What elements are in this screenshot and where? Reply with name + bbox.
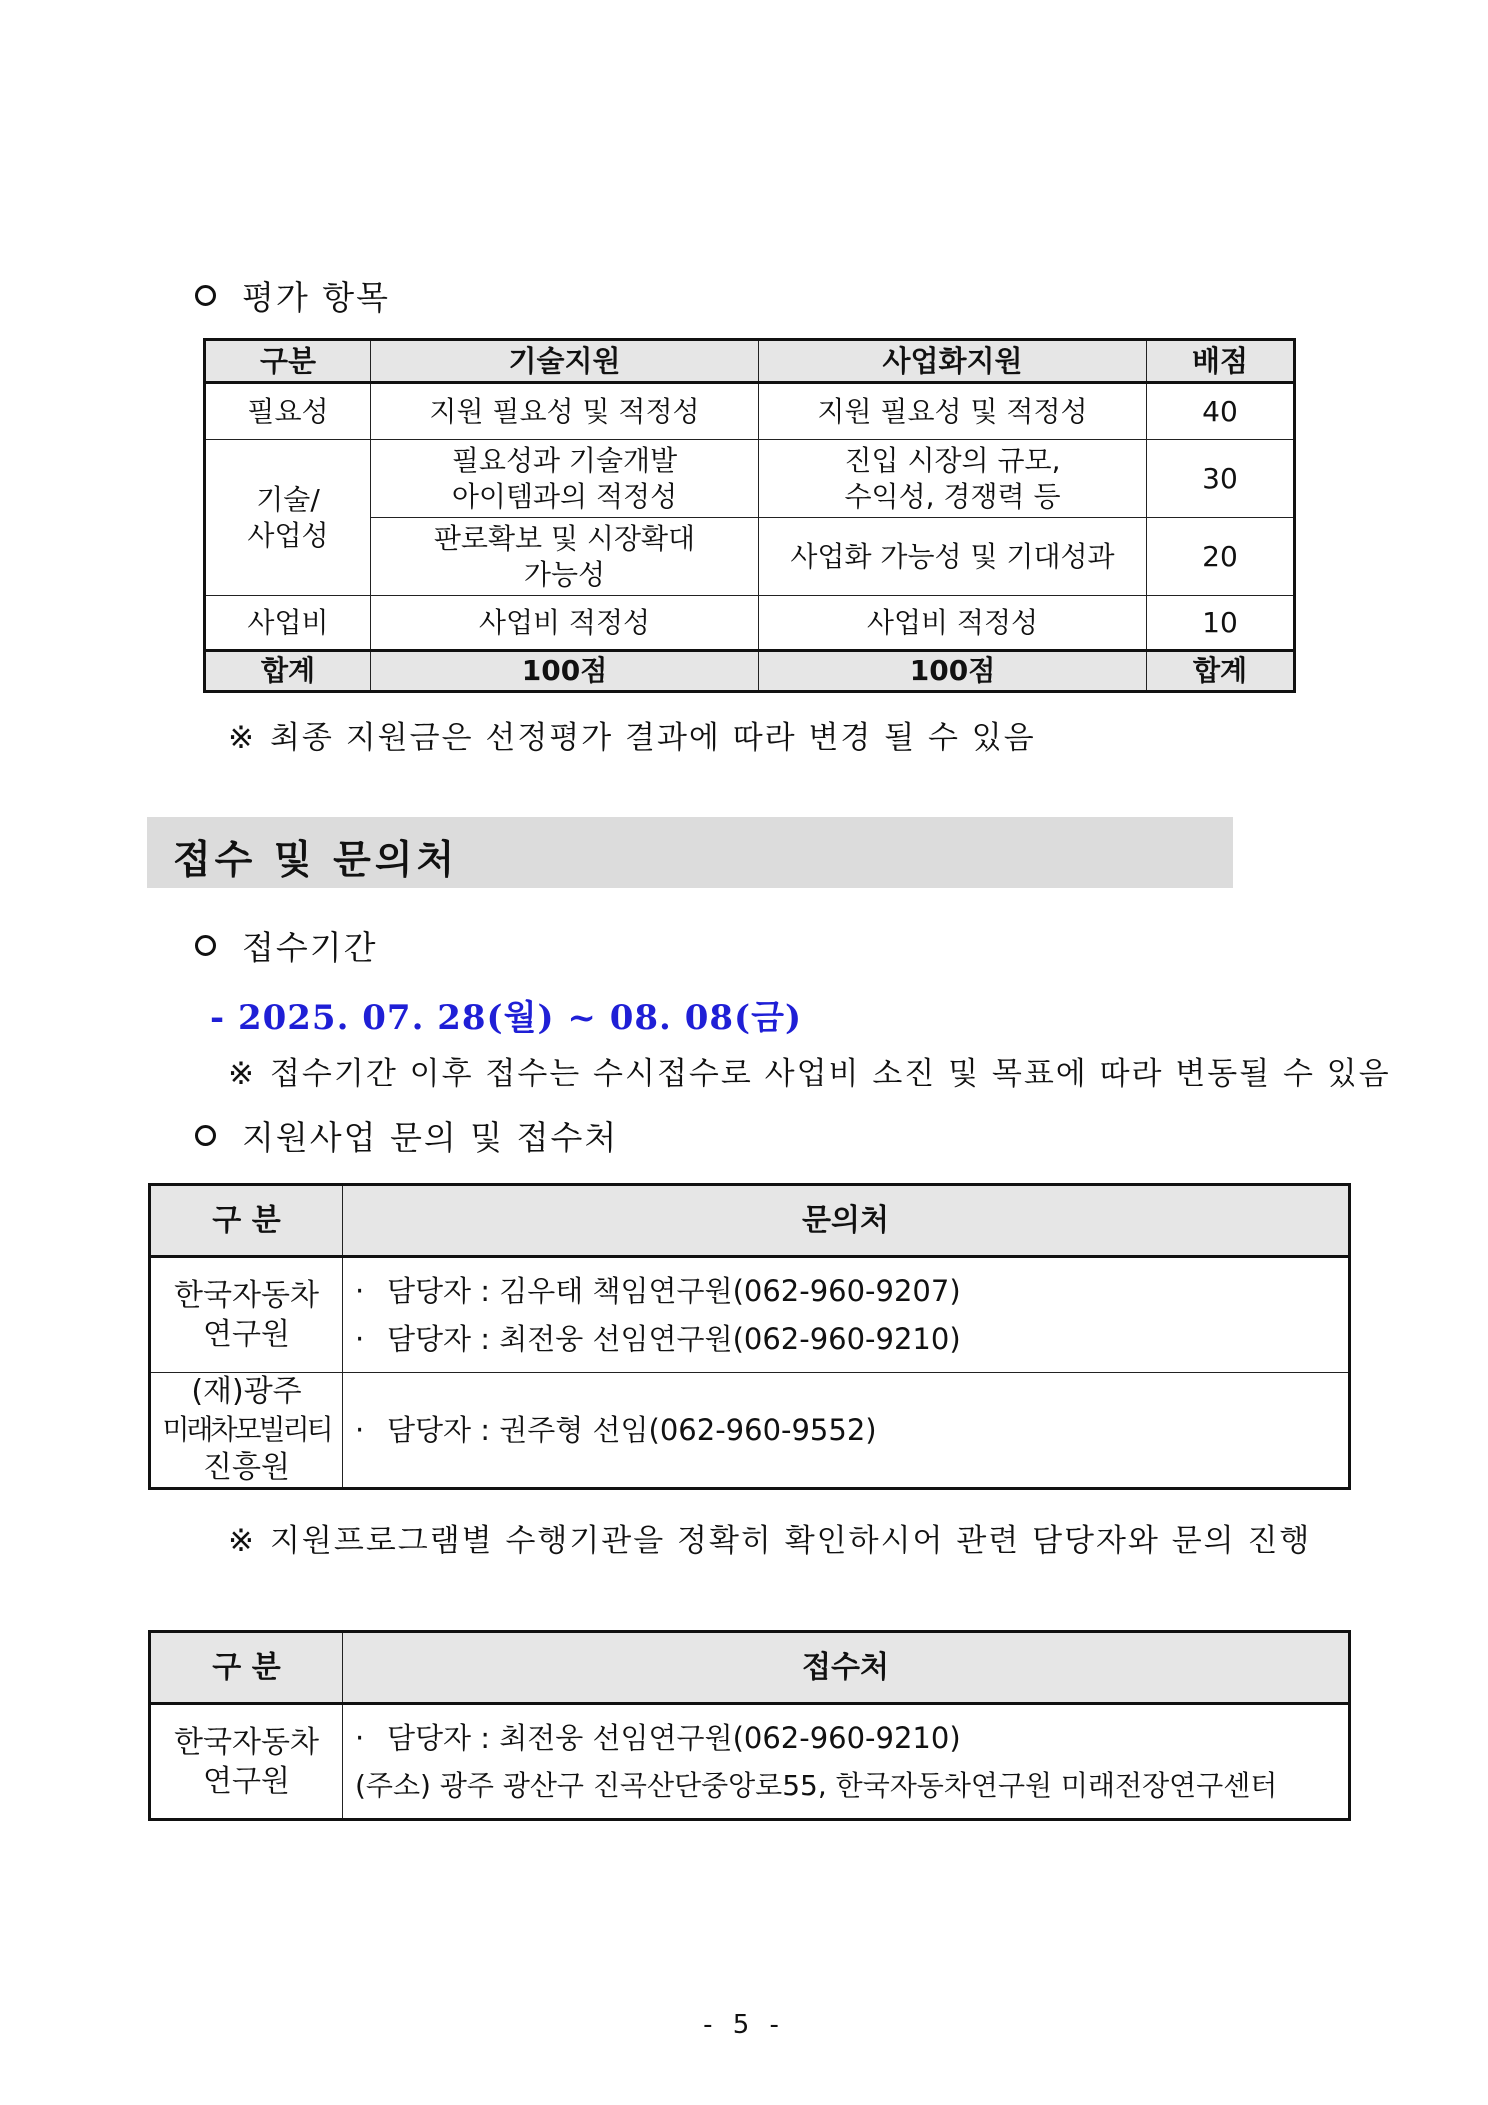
category-line: 기술/ [256,482,320,516]
total-row [205,651,1295,692]
receipt-table [148,1630,1351,1821]
org-name-line: 연구원 [203,1763,290,1799]
contact-note [228,1515,1311,1560]
reference-mark-icon: ※ [228,720,256,756]
org-name-line: 미래차모빌리티 [162,1413,331,1446]
contact-person-text: 담당자 : 김우태 책임연구원(062-960-9207) [387,1274,961,1308]
page-number: - 5 - [703,2010,785,2040]
section-header [147,817,1233,888]
dot-icon: · [355,1274,365,1308]
total-score: 합계 [1147,651,1295,692]
receipt-info-cell [343,1704,1350,1820]
table-row [150,1373,1350,1489]
cell-score: 30 [1147,440,1295,518]
cell-tech [371,518,759,596]
period-heading [195,922,378,969]
header-category: 구 분 [150,1632,343,1704]
tech-line: 아이템과의 적정성 [451,479,678,513]
dot-icon: · [355,1413,365,1447]
period-note [228,1048,1391,1093]
cell-biz: 지원 필요성 및 적정성 [759,383,1147,440]
table-row [205,440,1295,518]
contact-person-text: 담당자 : 최전웅 선임연구원(062-960-9210) [387,1322,961,1356]
circle-bullet-icon [195,935,216,956]
cell-biz: 사업화 가능성 및 기대성과 [759,518,1147,596]
cell-score: 40 [1147,383,1295,440]
circle-bullet-icon [195,1125,216,1146]
period-date: - 2025. 07. 28(월) ~ 08. 08(금) [210,998,803,1038]
period-heading-text: 접수기간 [242,928,378,967]
table-header-row [150,1632,1350,1704]
cell-biz: 사업비 적정성 [759,596,1147,651]
org-cell [150,1373,343,1489]
biz-line: 수익성, 경쟁력 등 [844,479,1061,513]
org-name-line: (재)광주 [191,1374,302,1409]
header-biz: 사업화지원 [759,340,1147,383]
header-category: 구분 [205,340,371,383]
dot-icon: · [355,1322,365,1356]
header-score: 배점 [1147,340,1295,383]
evaluation-note [228,712,1036,757]
org-name-line: 진흥원 [203,1450,290,1485]
contact-person-text: 담당자 : 권주형 선임(062-960-9552) [387,1413,877,1447]
category-line: 사업성 [247,518,329,552]
total-tech: 100점 [371,651,759,692]
section-title: 접수 및 문의처 [173,838,459,883]
contact-person [355,1315,1348,1363]
table-row [150,1704,1350,1820]
tech-line: 판로확보 및 시장확대 [433,521,696,555]
receipt-person [355,1714,1348,1762]
table-row [205,596,1295,651]
period-note-text: 접수기간 이후 접수는 수시접수로 사업비 소진 및 목표에 따라 변동될 수 있음 [269,1056,1391,1092]
biz-line: 진입 시장의 규모, [844,443,1061,477]
contact-person [355,1406,1348,1454]
org-cell [150,1704,343,1820]
cell-tech: 지원 필요성 및 적정성 [371,383,759,440]
header-category: 구 분 [150,1185,343,1257]
reference-mark-icon: ※ [228,1056,256,1092]
org-name-line: 연구원 [203,1317,290,1352]
cell-tech [371,440,759,518]
contact-table [148,1183,1351,1490]
receipt-address: (주소) 광주 광산구 진곡산단중앙로55, 한국자동차연구원 미래전장연구센터 [355,1768,1278,1802]
header-contact: 문의처 [343,1185,1350,1257]
cell-category [205,440,371,596]
cell-tech: 사업비 적정성 [371,596,759,651]
table-row [205,383,1295,440]
cell-category: 사업비 [205,596,371,651]
total-biz: 100점 [759,651,1147,692]
org-name-line: 한국자동차 [174,1724,319,1760]
circle-bullet-icon [195,285,216,306]
contact-heading [195,1112,618,1159]
contact-person [355,1267,1348,1315]
table-header-row [205,340,1295,383]
contact-note-text: 지원프로그램별 수행기관을 정확히 확인하시어 관련 담당자와 문의 진행 [269,1523,1312,1559]
reference-mark-icon: ※ [228,1523,256,1559]
evaluation-table [203,338,1296,693]
tech-line: 필요성과 기술개발 [451,443,678,477]
contact-heading-text: 지원사업 문의 및 접수처 [242,1118,619,1157]
dot-icon: · [355,1720,365,1755]
cell-score: 20 [1147,518,1295,596]
table-header-row [150,1185,1350,1257]
org-name-line: 한국자동차 [174,1278,319,1313]
receipt-person-text: 담당자 : 최전웅 선임연구원(062-960-9210) [387,1720,961,1755]
evaluation-heading [195,272,390,319]
contact-info-cell [343,1373,1350,1489]
header-tech: 기술지원 [371,340,759,383]
header-receipt: 접수처 [343,1632,1350,1704]
contact-info-cell [343,1257,1350,1373]
evaluation-note-text: 최종 지원금은 선정평가 결과에 따라 변경 될 수 있음 [269,720,1036,756]
org-cell [150,1257,343,1373]
tech-line: 가능성 [523,557,606,591]
cell-score: 10 [1147,596,1295,651]
cell-category: 필요성 [205,383,371,440]
total-category: 합계 [205,651,371,692]
evaluation-heading-text: 평가 항목 [242,278,391,317]
cell-biz [759,440,1147,518]
table-row [150,1257,1350,1373]
